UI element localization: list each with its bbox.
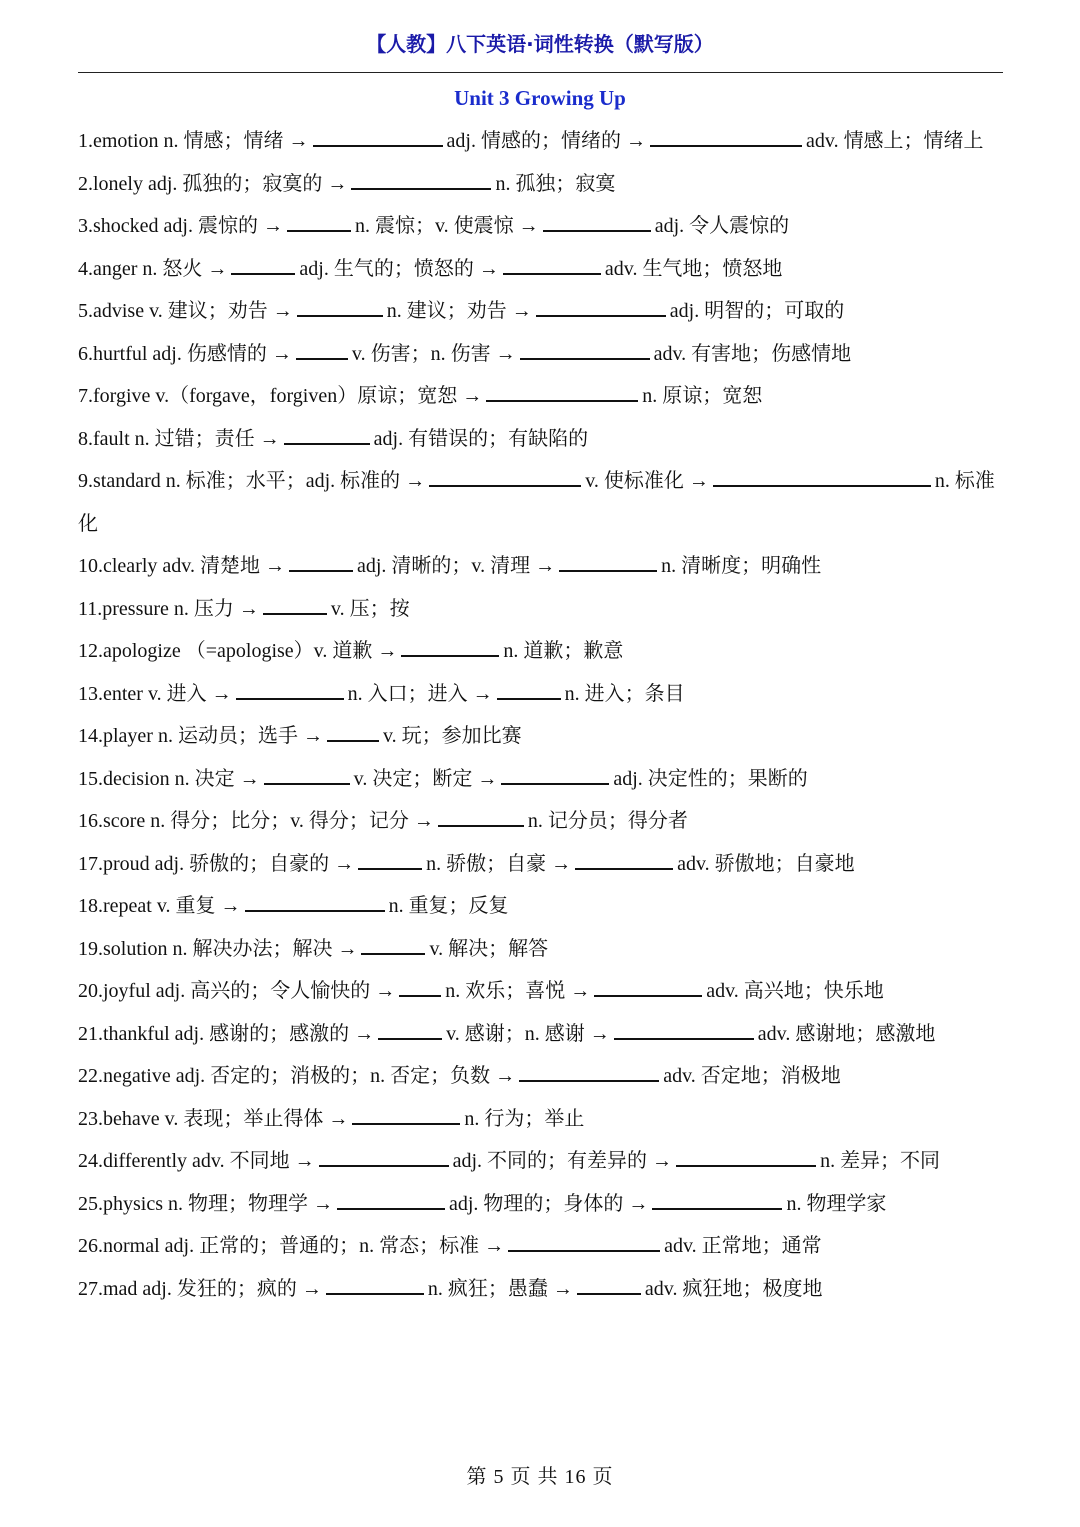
answer-blank[interactable] bbox=[519, 1079, 659, 1082]
item-text: n. 差异；不同 bbox=[820, 1150, 941, 1172]
item-text: adj. 明智的；可取的 bbox=[669, 300, 845, 322]
answer-blank[interactable] bbox=[313, 144, 443, 147]
exercise-item bbox=[78, 1268, 1004, 1311]
item-text: n. 进入；条目 bbox=[564, 682, 685, 705]
item-text: 8.fault n. 过错；责任 → bbox=[78, 427, 280, 450]
item-text: 25.physics n. 物理；物理学 → bbox=[78, 1192, 333, 1215]
answer-blank[interactable] bbox=[543, 229, 651, 232]
item-text: adj. 情感的；情绪的 → bbox=[446, 130, 646, 152]
exercise-item bbox=[78, 843, 1004, 886]
item-text: 2.lonely adj. 孤独的；寂寞的 → bbox=[78, 172, 348, 195]
item-text: 27.mad adj. 发狂的；疯的 → bbox=[78, 1277, 322, 1300]
page-footer: 第 5 页 共 16 页 bbox=[466, 1466, 614, 1488]
item-text: 10.clearly adv. 清楚地 → bbox=[78, 555, 285, 577]
answer-blank[interactable] bbox=[326, 1292, 424, 1295]
item-text: adj. 不同的；有差异的 → bbox=[452, 1150, 673, 1172]
item-text: 4.anger n. 怒火 → bbox=[78, 257, 228, 280]
answer-blank[interactable] bbox=[327, 739, 379, 742]
exercise-item bbox=[78, 418, 1004, 461]
item-text: v. 解决；解答 bbox=[429, 937, 549, 960]
answer-blank[interactable] bbox=[296, 357, 348, 360]
item-text: 26.normal adj. 正常的；普通的；n. 常态；标准 → bbox=[78, 1235, 505, 1257]
answer-blank[interactable] bbox=[401, 654, 499, 657]
item-text: 9.standard n. 标准；水平；adj. 标准的 → bbox=[78, 470, 426, 492]
answer-blank[interactable] bbox=[358, 867, 422, 870]
answer-blank[interactable] bbox=[520, 357, 650, 360]
item-text: adj. 清晰的；v. 清理 → bbox=[356, 555, 556, 577]
item-text: adv. 生气地；愤怒地 bbox=[604, 257, 783, 280]
item-text: 5.advise v. 建议；劝告 → bbox=[78, 300, 293, 322]
item-text: adv. 有害地；伤感情地 bbox=[653, 342, 852, 365]
exercise-item bbox=[78, 1013, 1004, 1056]
item-text: 20.joyful adj. 高兴的；令人愉快的 → bbox=[78, 980, 396, 1002]
item-text: adv. 高兴地；快乐地 bbox=[706, 980, 884, 1002]
answer-blank[interactable] bbox=[594, 994, 702, 997]
exercise-list bbox=[78, 120, 1004, 1310]
answer-blank[interactable] bbox=[399, 994, 441, 997]
exercise-item bbox=[78, 1055, 1004, 1098]
item-text: n. 行为；举止 bbox=[464, 1107, 585, 1130]
item-text: 15.decision n. 决定 → bbox=[78, 767, 260, 790]
item-text: 12.apologize （=apologise）v. 道歉 → bbox=[78, 640, 398, 662]
item-text: adj. 有错误的；有缺陷的 bbox=[373, 427, 589, 450]
item-text: adj. 令人震惊的 bbox=[654, 215, 790, 237]
answer-blank[interactable] bbox=[263, 612, 327, 615]
item-text: 17.proud adj. 骄傲的；自豪的 → bbox=[78, 852, 355, 875]
item-text: n. 道歉；歉意 bbox=[503, 640, 624, 662]
answer-blank[interactable] bbox=[351, 187, 491, 190]
exercise-item bbox=[78, 545, 1004, 588]
answer-blank[interactable] bbox=[559, 569, 657, 572]
exercise-item bbox=[78, 1098, 1004, 1141]
item-text: adv. 疯狂地；极度地 bbox=[644, 1277, 823, 1300]
item-text: n. 原谅；宽恕 bbox=[642, 385, 763, 407]
exercise-item bbox=[78, 248, 1004, 291]
answer-blank[interactable] bbox=[497, 697, 561, 700]
item-text: n. 骄傲；自豪 → bbox=[426, 852, 572, 875]
item-text: adv. 感谢地；感激地 bbox=[757, 1022, 936, 1045]
item-text: n. 重复；反复 bbox=[388, 895, 509, 917]
answer-blank[interactable] bbox=[650, 144, 802, 147]
answer-blank[interactable] bbox=[378, 1037, 442, 1040]
answer-blank[interactable] bbox=[319, 1164, 449, 1167]
item-text: adv. 否定地；消极地 bbox=[663, 1065, 841, 1087]
answer-blank[interactable] bbox=[245, 909, 385, 912]
item-text: 14.player n. 运动员；选手 → bbox=[78, 725, 323, 747]
item-text: 13.enter v. 进入 → bbox=[78, 682, 232, 705]
item-text: adv. 骄傲地；自豪地 bbox=[677, 852, 855, 875]
exercise-item bbox=[78, 205, 1004, 248]
item-text: n. 建议；劝告 → bbox=[386, 300, 532, 322]
answer-blank[interactable] bbox=[287, 229, 351, 232]
item-text: v. 玩；参加比赛 bbox=[382, 725, 522, 747]
item-text: 6.hurtful adj. 伤感情的 → bbox=[78, 342, 292, 365]
item-text: 1.emotion n. 情感；情绪 → bbox=[78, 130, 309, 152]
document-header bbox=[0, 28, 1080, 57]
answer-blank[interactable] bbox=[236, 697, 344, 700]
item-text: adj. 物理的；身体的 → bbox=[449, 1192, 649, 1215]
answer-blank[interactable] bbox=[289, 569, 353, 572]
item-text: n. 疯狂；愚蠢 → bbox=[427, 1277, 573, 1300]
answer-blank[interactable] bbox=[429, 484, 581, 487]
answer-blank[interactable] bbox=[614, 1037, 754, 1040]
exercise-item bbox=[78, 970, 1004, 1013]
answer-blank[interactable] bbox=[501, 782, 609, 785]
answer-blank[interactable] bbox=[337, 1207, 445, 1210]
answer-blank[interactable] bbox=[652, 1207, 782, 1210]
item-text: 19.solution n. 解决办法；解决 → bbox=[78, 937, 358, 960]
exercise-item bbox=[78, 928, 1004, 971]
item-text: v. 伤害；n. 伤害 → bbox=[351, 342, 516, 365]
answer-blank[interactable] bbox=[713, 484, 931, 487]
item-text: 11.pressure n. 压力 → bbox=[78, 597, 259, 620]
exercise-item bbox=[78, 758, 1004, 801]
exercise-item bbox=[78, 1140, 1004, 1183]
exercise-item bbox=[78, 333, 1004, 376]
header-title: 【人教】八下英语·词性转换（默写版） bbox=[366, 32, 714, 56]
item-text: adj. 决定性的；果断的 bbox=[613, 767, 808, 790]
exercise-item bbox=[78, 375, 1004, 418]
item-text: v. 感谢；n. 感谢 → bbox=[446, 1022, 610, 1045]
exercise-item bbox=[78, 673, 1004, 716]
answer-blank[interactable] bbox=[264, 782, 350, 785]
answer-blank[interactable] bbox=[297, 314, 383, 317]
answer-blank[interactable] bbox=[231, 272, 295, 275]
item-text: v. 压；按 bbox=[330, 597, 410, 620]
item-text: 18.repeat v. 重复 → bbox=[78, 895, 241, 917]
item-text: 7.forgive v.（forgave，forgiven）原谅；宽恕 → bbox=[78, 385, 483, 407]
item-text: n. 震惊；v. 使震惊 → bbox=[354, 215, 539, 237]
item-text: n. 孤独；寂寞 bbox=[495, 172, 616, 195]
unit-title: Unit 3 Growing Up bbox=[454, 86, 626, 110]
item-text: n. 入口；进入 → bbox=[347, 682, 493, 705]
item-text: n. 标准化 bbox=[78, 470, 995, 535]
answer-blank[interactable] bbox=[575, 867, 673, 870]
exercise-item bbox=[78, 885, 1004, 928]
exercise-item bbox=[78, 630, 1004, 673]
exercise-item bbox=[78, 1183, 1004, 1226]
exercise-item bbox=[78, 588, 1004, 631]
item-text: 22.negative adj. 否定的；消极的；n. 否定；负数 → bbox=[78, 1065, 516, 1087]
item-text: n. 记分员；得分者 bbox=[527, 810, 688, 832]
item-text: 21.thankful adj. 感谢的；感激的 → bbox=[78, 1022, 375, 1045]
answer-blank[interactable] bbox=[284, 442, 370, 445]
exercise-item bbox=[78, 715, 1004, 758]
item-text: adj. 生气的；愤怒的 → bbox=[299, 257, 499, 280]
exercise-item bbox=[78, 120, 1004, 163]
exercise-item bbox=[78, 290, 1004, 333]
exercise-item bbox=[78, 163, 1004, 206]
item-text: 23.behave v. 表现；举止得体 → bbox=[78, 1107, 349, 1130]
header-rule bbox=[78, 72, 1003, 73]
item-text: n. 物理学家 bbox=[786, 1192, 887, 1215]
answer-blank[interactable] bbox=[577, 1292, 641, 1295]
item-text: n. 清晰度；明确性 bbox=[661, 555, 822, 577]
answer-blank[interactable] bbox=[508, 1249, 660, 1252]
answer-blank[interactable] bbox=[676, 1164, 816, 1167]
item-text: adv. 正常地；通常 bbox=[664, 1235, 822, 1257]
exercise-item bbox=[78, 1225, 1004, 1268]
exercise-item bbox=[78, 460, 1004, 545]
answer-blank[interactable] bbox=[361, 952, 425, 955]
answer-blank[interactable] bbox=[438, 824, 524, 827]
item-text: adv. 情感上；情绪上 bbox=[805, 130, 984, 152]
item-text: 16.score n. 得分；比分；v. 得分；记分 → bbox=[78, 810, 434, 832]
exercise-item bbox=[78, 800, 1004, 843]
item-text: v. 决定；断定 → bbox=[353, 767, 498, 790]
answer-blank[interactable] bbox=[486, 399, 638, 402]
answer-blank[interactable] bbox=[503, 272, 601, 275]
item-text: n. 欢乐；喜悦 → bbox=[445, 980, 591, 1002]
item-text: 3.shocked adj. 震惊的 → bbox=[78, 215, 283, 237]
answer-blank[interactable] bbox=[536, 314, 666, 317]
item-text: 24.differently adv. 不同地 → bbox=[78, 1150, 315, 1172]
item-text: v. 使标准化 → bbox=[585, 470, 709, 492]
answer-blank[interactable] bbox=[352, 1122, 460, 1125]
